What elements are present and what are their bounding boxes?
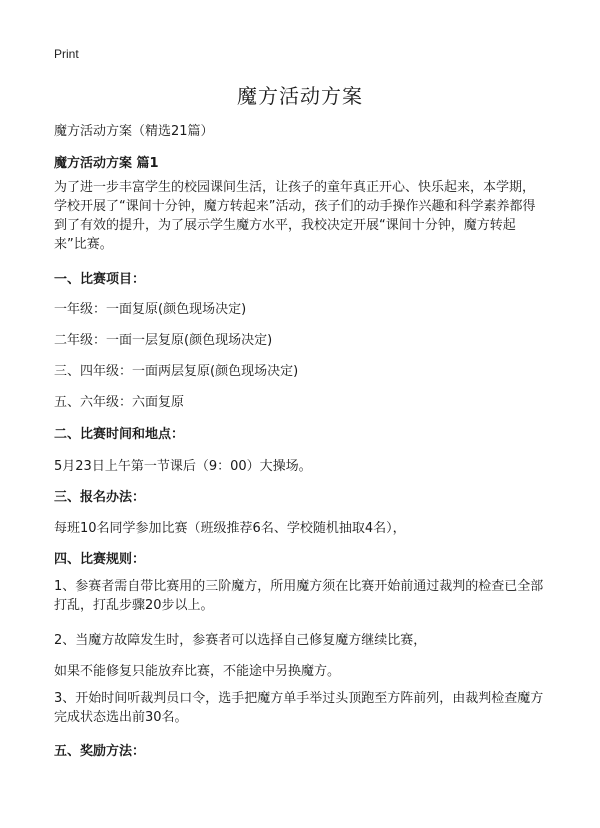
- document-subtitle: 魔方活动方案（精选21篇）: [54, 124, 214, 139]
- section-heading-contest-items: 一、比赛项目：: [54, 272, 146, 287]
- rule-1: 1、参赛者需自带比赛用的三阶魔方，所用魔方须在比赛开始前通过裁判的检查已全部打乱，打乱步骤20步以上。: [54, 579, 544, 613]
- section-heading-registration: 三、报名办法：: [54, 490, 146, 505]
- rule-2-continued: 如果不能修复只能放弃比赛，不能途中另换魔方。: [54, 664, 341, 679]
- document-title: 魔方活动方案: [237, 84, 363, 108]
- time-place-text: 5月23日上午第一节课后（9：00）大操场。: [54, 459, 312, 474]
- section-heading-awards: 五、奖励方法：: [54, 744, 146, 759]
- intro-paragraph: 为了进一步丰富学生的校园课间生活，让孩子的童年真正开心、快乐起来，本学期，学校开展了“课间十分钟，魔方转起来”活动，孩子们的动手操作兴趣和科学素养都得到了有效的提升，为了展示学生魔方水平，我校决定开展“课间十分钟，魔方转起来”比赛。: [54, 180, 536, 252]
- rule-2: 2、当魔方故障发生时，参赛者可以选择自己修复魔方继续比赛，: [54, 633, 427, 648]
- rule-3: 3、开始时间听裁判员口令，选手把魔方单手举过头顶跑至方阵前列，由裁判检查魔方完成状态选出前30名。: [54, 691, 544, 725]
- registration-text: 每班10名同学参加比赛（班级推荐6名、学校随机抽取4名），: [54, 521, 406, 536]
- contest-item-grade2: 二年级：一面一层复原(颜色现场决定): [54, 333, 273, 348]
- part-heading: 魔方活动方案 篇1: [54, 156, 159, 171]
- contest-item-grade5-6: 五、六年级：六面复原: [54, 395, 185, 410]
- section-heading-rules: 四、比赛规则：: [54, 552, 146, 567]
- contest-item-grade1: 一年级：一面复原(颜色现场决定): [54, 302, 247, 317]
- print-link[interactable]: Print: [54, 47, 79, 61]
- contest-item-grade3-4: 三、四年级：一面两层复原(颜色现场决定): [54, 364, 299, 379]
- section-heading-time-place: 二、比赛时间和地点：: [54, 427, 185, 442]
